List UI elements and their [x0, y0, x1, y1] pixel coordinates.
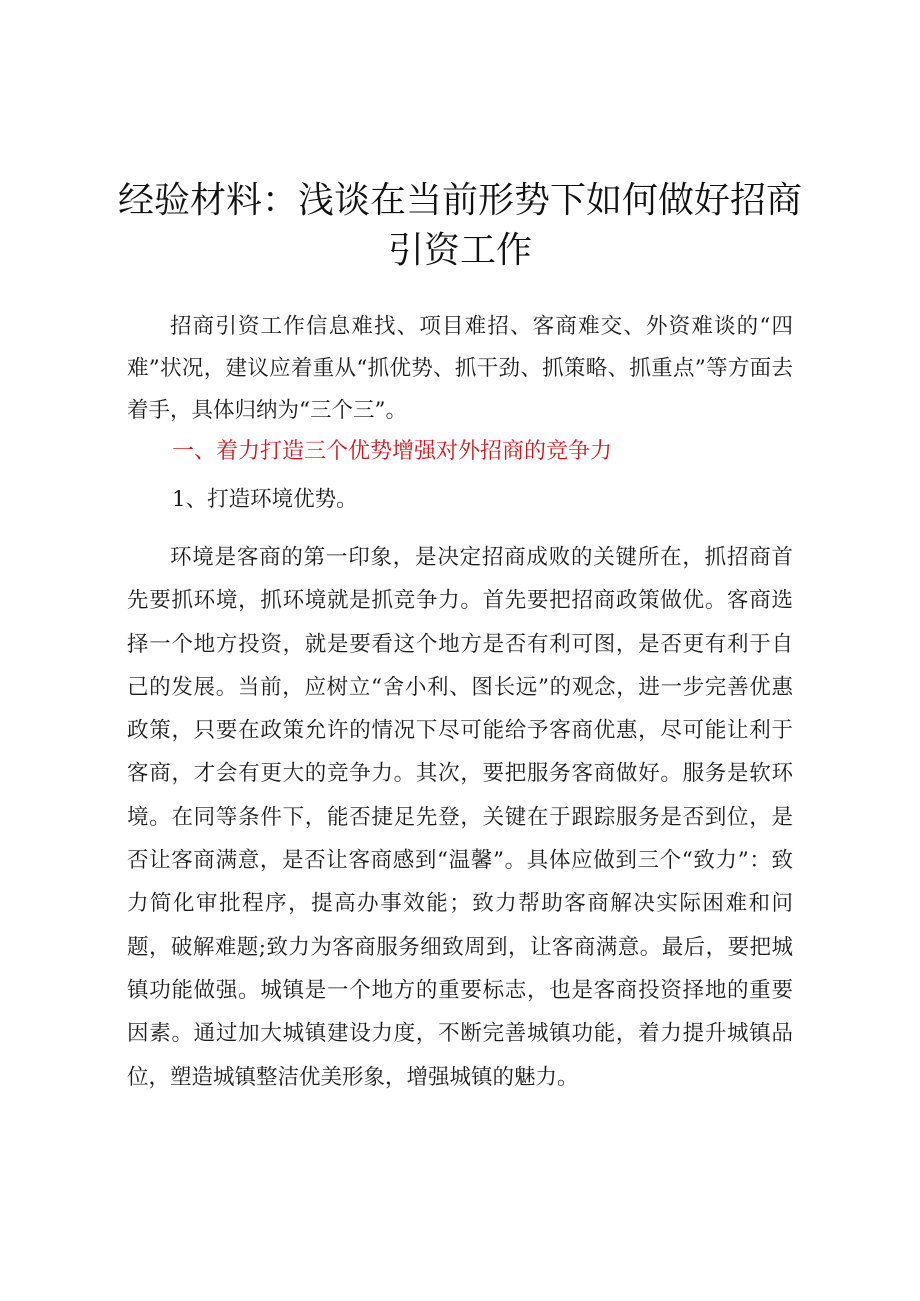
title-line-1: 经验材料：浅谈在当前形势下如何做好招商 — [118, 180, 803, 221]
intro-paragraph: 招商引资工作信息难找、项目难招、客商难交、外资难谈的“四难”状况，建议应着重从“抓优势、抓干劲、抓策略、抓重点”等方面去着手，具体归纳为“三个三”。 — [127, 314, 793, 423]
section-heading-1: 一、着力打造三个优势增强对外招商的竞争力 — [172, 439, 613, 464]
subsection-heading-1: 1、打造环境优势。 — [172, 487, 358, 512]
title-line-2: 引资工作 — [387, 230, 532, 271]
body-paragraph-environment: 环境是客商的第一印象，是决定招商成败的关键所在，抓招商首先要抓环境，抓环境就是抓竞争力。首先要把招商政策做优。客商选择一个地方投资，就是要看这个地方是否有利可图，是否更有利于自己的发展。当前，应树立“舍小利、图长远”的观念，进一步完善优惠政策，只要在政策允许的情况下尽可能给予客商优惠，尽可能让利于客商，才会有更大的竞争力。其次，要把服务客商做好。服务是软环境。在同等条件下，能否捷足先登，关键在于跟踪服务是否到位，是否让客商满意，是否让客商感到“温馨”。具体应做到三个“致力”：致力简化审批程序，提高办事效能；致力帮助客商解决实际困难和问题，破解难题;致力为客商服务细致周到，让客商满意。最后，要把城镇功能做强。城镇是一个地方的重要标志，也是客商投资择地的重要因素。通过加大城镇建设力度，不断完善城镇功能，着力提升城镇品位，塑造城镇整洁优美形象，增强城镇的魅力。 — [127, 545, 793, 1090]
document-title — [118, 176, 802, 276]
